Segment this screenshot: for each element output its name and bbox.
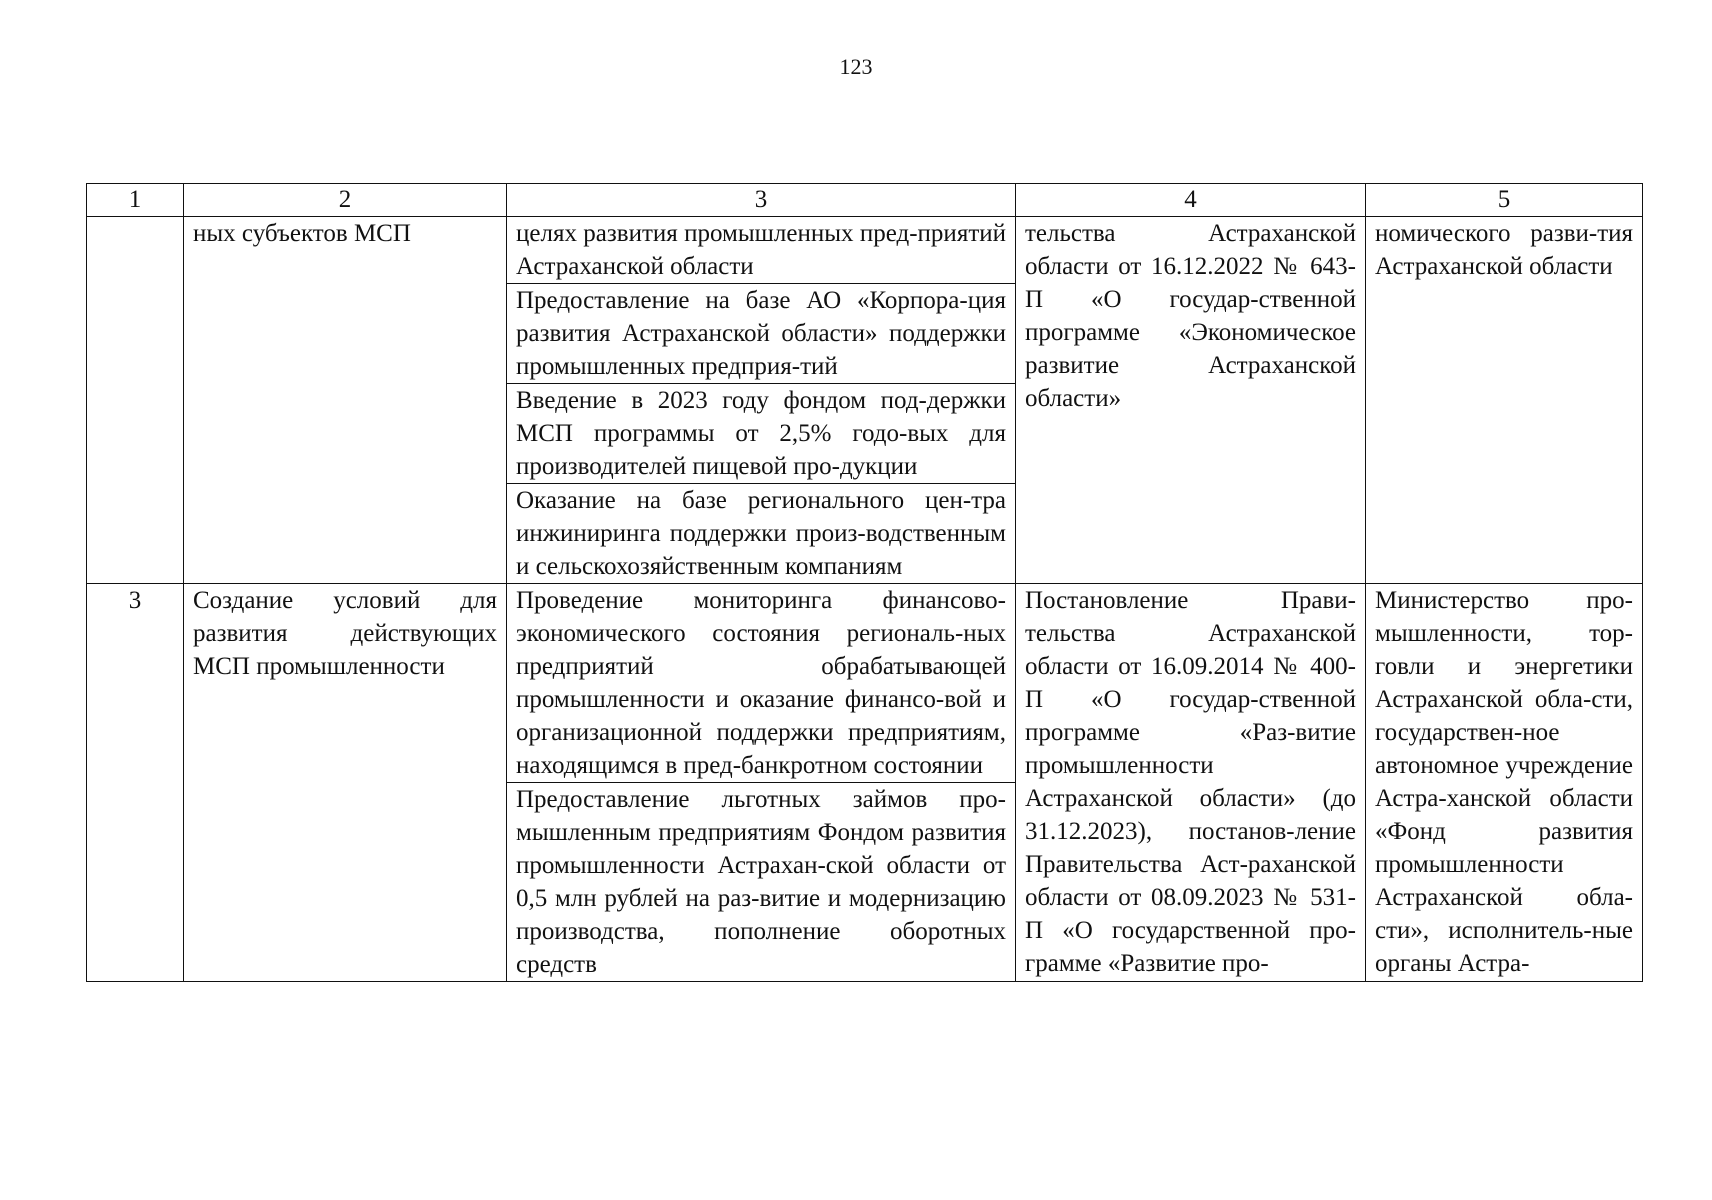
measures-table bbox=[86, 183, 1643, 982]
column-header-2: 2 bbox=[184, 184, 507, 217]
measure-item: целях развития промышленных пред-приятий Астраханской области bbox=[507, 217, 1015, 284]
direction-cell: ных субъектов МСП bbox=[184, 217, 507, 584]
column-header-3: 3 bbox=[507, 184, 1016, 217]
measures-cell bbox=[507, 217, 1016, 584]
legal-basis-cell: тельства Астраханской области от 16.12.2022 № 643-П «О государ-ственной программе «Экономическое развитие Астраханской области» bbox=[1016, 217, 1366, 584]
table-row bbox=[87, 217, 1643, 584]
table-header-row bbox=[87, 184, 1643, 217]
row-number: 3 bbox=[87, 584, 184, 982]
measure-item: Проведение мониторинга финансово-экономического состояния региональ-ных предприятий обрабатывающей промышленности и оказание финансо-вой и организационной поддержки предприятиям, находящимся в пред-банкротном состоянии bbox=[507, 584, 1015, 783]
column-header-4: 4 bbox=[1016, 184, 1366, 217]
measure-item: Оказание на базе регионального цен-тра инжиниринга поддержки произ-водственным и сельскохозяйственным компаниям bbox=[516, 487, 1006, 580]
page-number: 123 bbox=[839, 54, 873, 79]
table-row bbox=[87, 584, 1643, 982]
measures-cell bbox=[507, 584, 1016, 982]
legal-basis-cell: Постановление Прави-тельства Астраханской области от 16.09.2014 № 400-П «О государ-ственной программе «Раз-витие промышленности Астраханской области» (до 31.12.2023), постанов-ление Правительства Аст-раханской области от 08.09.2023 № 531-П «О государственной про-грамме «Развитие про- bbox=[1016, 584, 1366, 982]
responsible-cell: Министерство про-мышленности, тор-говли и энергетики Астраханской обла-сти, государствен-ное автономное учреждение Астра-ханской области «Фонд развития промышленности Астраханской обла-сти», исполнитель-ные органы Астра- bbox=[1366, 584, 1643, 982]
direction-cell: Создание условий для развития действующих МСП промышленности bbox=[184, 584, 507, 982]
responsible-cell: номического разви-тия Астраханской области bbox=[1366, 217, 1643, 584]
column-header-1: 1 bbox=[87, 184, 184, 217]
measure-item: Введение в 2023 году фондом под-держки МСП программы от 2,5% годо-вых для производителей пищевой про-дукции bbox=[507, 384, 1015, 484]
measure-item: Предоставление льготных займов про-мышленным предприятиям Фондом развития промышленности Астрахан-ской области от 0,5 млн рублей на раз-витие и модернизацию производства, пополнение оборотных средств bbox=[516, 786, 1006, 978]
row-number bbox=[87, 217, 184, 584]
measure-item: Предоставление на базе АО «Корпора-ция развития Астраханской области» поддержки промышленных предприя-тий bbox=[507, 284, 1015, 384]
column-header-5: 5 bbox=[1366, 184, 1643, 217]
